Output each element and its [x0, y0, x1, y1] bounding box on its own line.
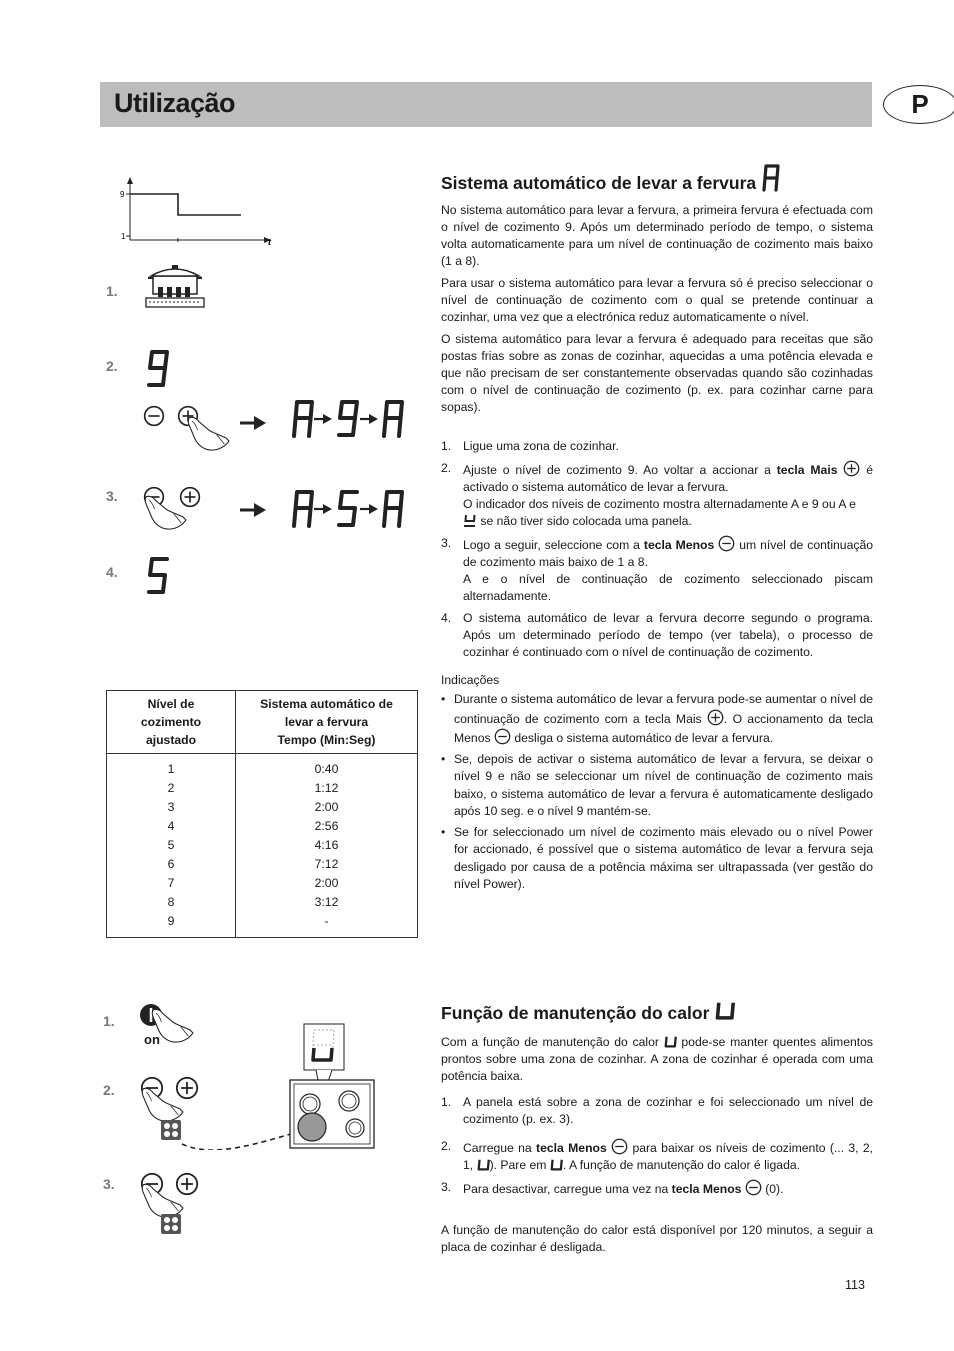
boil-graph — [116, 176, 280, 250]
keep-footer: A função de manutenção do calor está disponível por 120 minutos, a seguir a placa de cozinhar é desligada. — [441, 1223, 873, 1254]
list-item: • Durante o sistema automático de levar a fervura pode-se aumentar o nível de continuação de cozimento com a tecla Mais . O accionamento da tecla Menos desliga o sistema automático de levar a fervura. — [441, 692, 873, 745]
graph-y-bottom: 1 — [121, 232, 126, 241]
list-item: 2. Ajuste o nível de cozimento 9. Ao voltar a accionar a tecla Mais é activado o sistema automático de levar a fervura. O indicador dos níveis de cozimento mostra alternadamente A e 9 ou A e se não tiver sido colocada uma panela. — [441, 461, 873, 528]
list-item: 1. A panela está sobre a zona de cozinhar e foi seleccionado um nível de cozimento (p. ex. 3). — [441, 1095, 873, 1126]
display-a-5-a-icon — [290, 488, 410, 530]
minus-key-icon — [494, 728, 511, 745]
auto-step-4-label: 4. — [106, 564, 118, 580]
finger-press-icon — [186, 414, 232, 454]
on-label: on — [144, 1032, 160, 1047]
arrow-icon — [240, 503, 266, 517]
table-row: 4 2:56 — [107, 817, 418, 836]
display-digit-9-icon — [145, 348, 173, 390]
keep-step-1-label: 1. — [103, 1013, 115, 1029]
page-number: 113 — [845, 1278, 865, 1292]
keep-warm-section — [441, 1000, 873, 1261]
keep-intro: Com a função de manutenção do calor pode-se manter quentes alimentos prontos sobre uma zona de cozinhar. A zona de cozinhar é operada com uma potência baixa. — [441, 1035, 874, 1083]
table-row: 7 2:00 — [107, 874, 418, 893]
keep-step-3-label: 3. — [103, 1176, 115, 1192]
list-item: 4. O sistema automático de levar a fervura decorre segundo o programa. Após um determinado período de tempo (ver tabela), o processo de cozinhar é continuado com o nível de continuação de cozimento. — [441, 611, 873, 659]
notes-title: Indicações — [441, 673, 500, 687]
plus-key-icon — [843, 460, 860, 477]
graph-y-top: 9 — [120, 190, 125, 199]
keep-warm-icon — [714, 1000, 736, 1022]
auto-boil-title: Sistema automático de levar a fervura — [441, 163, 873, 194]
display-a-9-a-icon — [290, 398, 410, 440]
keep-warm-icon — [550, 1158, 563, 1172]
hob-zone-icon — [160, 1213, 182, 1235]
minus-key-icon — [143, 405, 165, 427]
display-digit-5-icon — [145, 555, 173, 597]
table-row: 2 1:12 — [107, 779, 418, 798]
minus-key-icon — [611, 1138, 628, 1155]
arrow-icon — [240, 416, 266, 430]
language-badge: P — [883, 85, 954, 124]
list-item: 1. Ligue uma zona de cozinhar. — [441, 439, 619, 453]
minus-key-icon — [745, 1179, 762, 1196]
list-item: • Se, depois de activar o sistema automático de levar a fervura, se deixar o nível 9 e não se seleccionar um nível de continuação de cozimento mais baixo, o sistema automático de levar a fervura é automaticamente desligado após 10 seg. e o nível 9 mantém-se. — [441, 751, 873, 818]
graph-x-label: t — [268, 237, 271, 247]
table-header-time: Sistema automático de levar a fervura Tempo (Min:Seg) — [236, 691, 418, 754]
table-row: 9 - — [107, 912, 418, 938]
pot-on-hob-icon — [145, 262, 205, 312]
auto-paragraph: O sistema automático para levar a fervura é adequado para receitas que são postas frias sobre as zonas de cozinhar, aquecidas a uma potência elevada e que não precisam de ser constantemente observadas quando são cozinhadas com o nível de continuação de cozimento (p. ex. para cozinhar carne para sopas). — [441, 332, 873, 414]
page-title: Utilização — [114, 88, 236, 118]
table-row: 8 3:12 — [107, 893, 418, 912]
list-item: • Se for seleccionado um nível de cozimento mais elevado ou o nível Power for accionado, é possível que o sistema automático de levar a fervura seja desligado por causa de a potência máxima ser ultrapassada (ver gestão do nível Power). — [441, 824, 873, 891]
auto-paragraph: Para usar o sistema automático para levar a fervura só é preciso seleccionar o nível de continuação de cozimento com o qual se pretende continuar a cozinhar, uma vez que a electrónica reduz automaticamente o nível. — [441, 276, 873, 324]
auto-paragraph: No sistema automático para levar a fervura, a primeira fervura é efectuada com o nível de cozimento 9. Após um determinado período de tempo, o sistema volta automaticamente para um nível de continuação de cozimento mais baixo (1 a 8). — [441, 203, 873, 268]
display-a-icon — [761, 163, 781, 193]
hob-panel-illustration — [176, 1020, 376, 1150]
list-item: 3. Para desactivar, carregue uma vez na tecla Menos (0). — [441, 1180, 784, 1196]
keep-step-2-label: 2. — [103, 1082, 115, 1098]
auto-step-3-label: 3. — [106, 488, 118, 504]
list-item: 3. Logo a seguir, seleccione com a tecla Menos um nível de continuação de cozimento mais baixo de 1 a 8. A e o nível de continuação de cozimento seleccionado piscam alternadamente. — [441, 536, 874, 603]
boil-time-table — [106, 690, 418, 938]
auto-steps — [441, 438, 873, 666]
minus-key-icon — [718, 535, 735, 552]
table-row: 6 7:12 — [107, 855, 418, 874]
finger-press-icon — [143, 493, 189, 533]
auto-boil-section — [441, 163, 873, 421]
keep-warm-icon — [477, 1158, 490, 1172]
auto-step-2-label: 2. — [106, 358, 118, 374]
list-item: 2. Carregue na tecla Menos para baixar os níveis de cozimento (... 3, 2, 1, ). Pare em . A função de manutenção do calor é ligada. — [441, 1139, 874, 1172]
table-row: 1 0:40 — [107, 754, 418, 780]
keep-warm-title: Função de manutenção do calor — [441, 1000, 873, 1024]
no-pan-icon — [463, 513, 477, 528]
table-row: 5 4:16 — [107, 836, 418, 855]
auto-step-1-label: 1. — [106, 283, 118, 299]
keep-warm-icon — [664, 1035, 677, 1049]
plus-key-icon — [707, 709, 724, 726]
auto-notes — [441, 672, 873, 897]
table-row: 3 2:00 — [107, 798, 418, 817]
table-header-level: Nível de cozimento ajustado — [107, 691, 236, 754]
page-header — [100, 82, 929, 127]
